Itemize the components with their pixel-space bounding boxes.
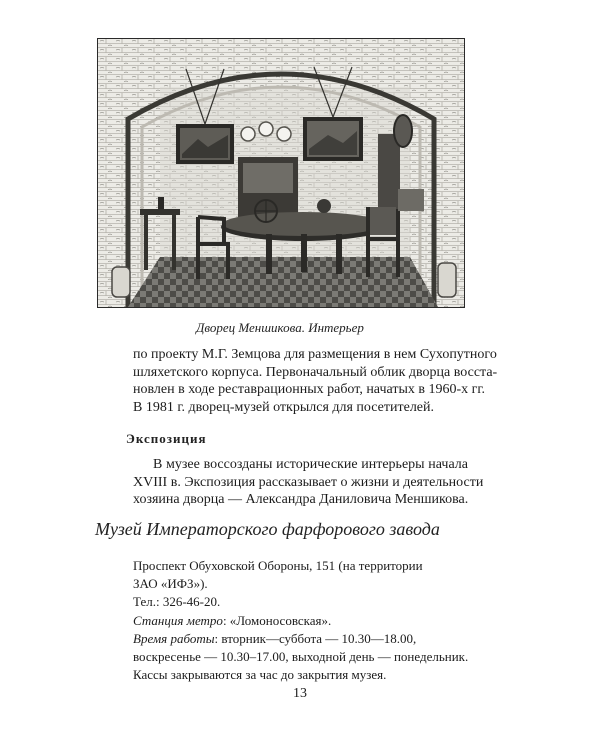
interior-illustration xyxy=(98,39,464,307)
text-line: шляхетского корпуса. Первоначальный облик дворца восста- xyxy=(133,364,498,380)
paragraph-exposition xyxy=(133,456,484,509)
hours-line xyxy=(133,630,473,648)
address-line: Проспект Обуховской Обороны, 151 (на территории xyxy=(133,558,423,573)
address-line: ЗАО «ИФЗ»). xyxy=(133,576,208,592)
metro-label: Станция метро xyxy=(133,612,223,628)
text-line: хозяина дворца — Александра Даниловича Меншикова. xyxy=(133,492,469,508)
metro-value: : «Ломоносовская». xyxy=(222,612,332,628)
museum-info xyxy=(133,557,473,684)
paragraph-history xyxy=(133,346,498,416)
text-line: по проекту М.Г. Земцова для размещения в нем Сухопутного xyxy=(133,347,497,362)
text-line: В 1981 г. дворец-музей открылся для посетителей. xyxy=(133,399,435,415)
figure-caption: Дворец Меншикова. Интерьер xyxy=(196,320,364,335)
phone-line: Тел.: 326-46-20. xyxy=(133,594,221,610)
section-heading-exposition: Экспозиция xyxy=(126,431,207,446)
metro-line xyxy=(133,612,473,630)
cashier-note: Кассы закрываются за час до закрытия музея. xyxy=(133,667,387,683)
hours-label: Время работы xyxy=(133,630,215,646)
text-line: новлен в ходе реставрационных работ, начатых в 1960-х гг. xyxy=(133,382,486,398)
text-line: В музее воссозданы исторические интерьеры начала xyxy=(153,457,468,472)
hours-line-2: воскресенье — 10.30–17.00, выходной день — понедельник. xyxy=(133,649,469,665)
page-number: 13 xyxy=(293,686,307,701)
interior-photo xyxy=(97,38,465,308)
hours-value: : вторник—суббота — 10.30—18.00, xyxy=(214,630,417,646)
museum-title: Музей Императорского фарфорового завода xyxy=(95,519,440,539)
text-line: XVIII в. Экспозиция рассказывает о жизни и деятельности xyxy=(133,474,484,490)
